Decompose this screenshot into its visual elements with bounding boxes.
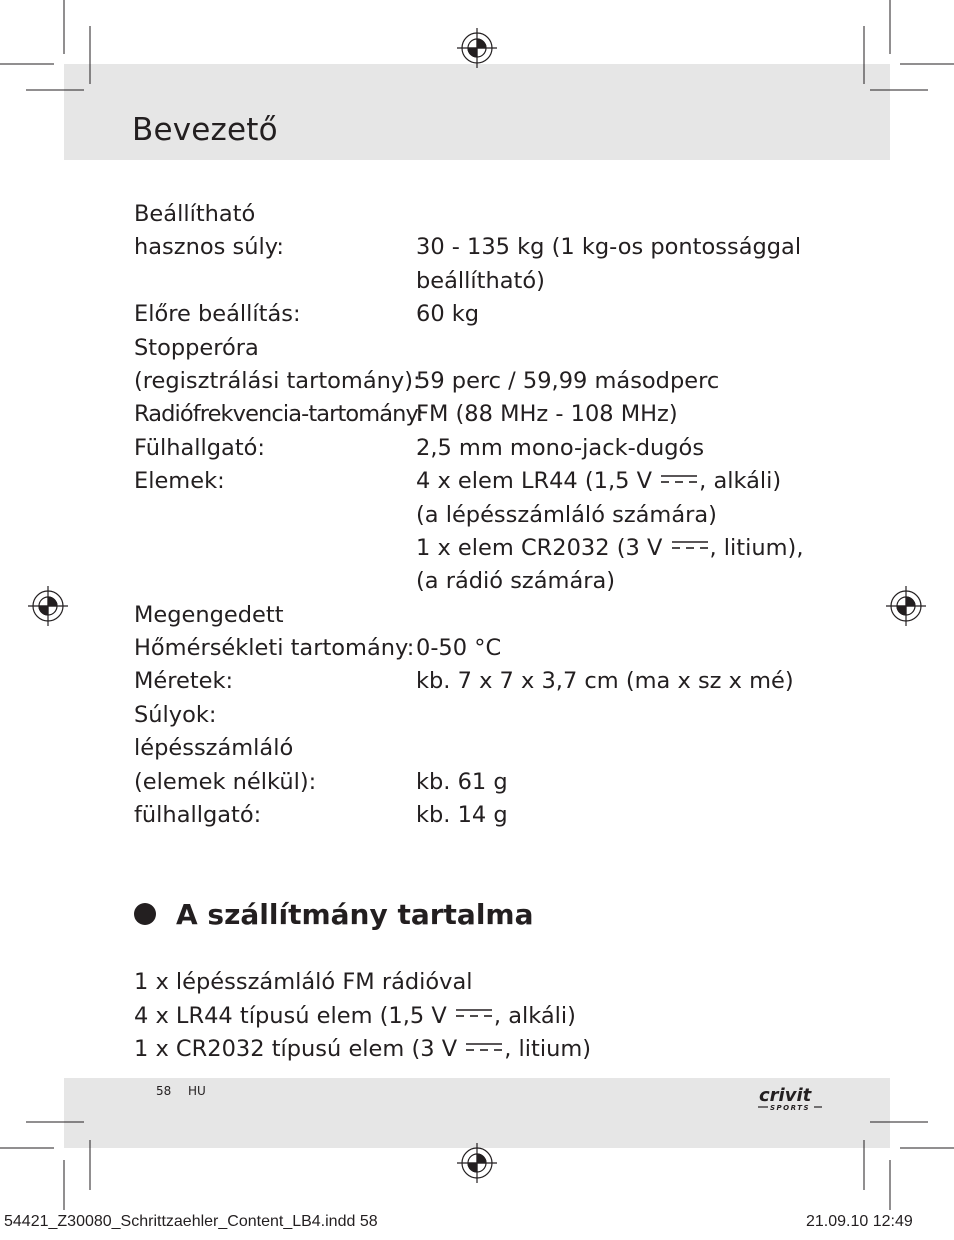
list-item-text: 1 x lépésszámláló FM rádióval	[134, 969, 473, 995]
dc-symbol-icon	[465, 1040, 503, 1054]
list-item-post: , alkáli)	[493, 1002, 576, 1029]
language-code: HU	[188, 1084, 206, 1098]
spec-value	[416, 532, 804, 565]
spec-value: FM (88 MHz - 108 MHz)	[416, 401, 678, 428]
spec-value: 60 kg	[416, 301, 480, 328]
spec-value: 2,5 mm mono-jack-dugós	[416, 434, 705, 461]
spec-label: Megengedett	[134, 601, 284, 628]
spec-label: hasznos súly:	[134, 234, 284, 261]
registration-mark-icon	[886, 586, 926, 626]
spec-label: Fülhallgató:	[134, 434, 266, 461]
spec-label: Súlyok:	[134, 701, 217, 728]
spec-value: (a rádió számára)	[416, 568, 616, 595]
spec-label: Elemek:	[134, 468, 225, 495]
section-title: A szállítmány tartalma	[176, 897, 534, 931]
spec-value: 30 - 135 kg (1 kg-os pontossággal	[416, 234, 802, 261]
spec-value: (a lépésszámláló számára)	[416, 501, 717, 528]
spec-value: 0-50 °C	[416, 635, 502, 662]
spec-label: (regisztrálási tartomány):	[134, 367, 421, 394]
spec-label: Előre beállítás:	[134, 301, 301, 328]
dc-symbol-icon	[671, 538, 709, 552]
contents-list	[134, 966, 591, 1067]
registration-mark-icon	[457, 1143, 497, 1183]
registration-mark-icon	[457, 28, 497, 68]
spec-value: kb. 61 g	[416, 768, 508, 795]
spec-value: beállítható)	[416, 267, 545, 294]
list-item-pre: 4 x LR44 típusú elem (1,5 V	[134, 1002, 454, 1029]
bullet-icon	[134, 903, 156, 925]
spec-value-post: , litium),	[709, 534, 804, 561]
dc-symbol-icon	[455, 1006, 493, 1020]
spec-value: kb. 14 g	[416, 802, 508, 829]
spec-value	[416, 465, 781, 498]
list-item-pre: 1 x CR2032 típusú elem (3 V	[134, 1036, 465, 1062]
logo-text: crivit	[759, 1085, 812, 1106]
spec-value: 59 perc / 59,99 másodperc	[416, 367, 720, 394]
spec-value-post: , alkáli)	[699, 468, 782, 495]
spec-label: Méretek:	[134, 668, 234, 695]
crivit-sports-logo	[756, 1082, 824, 1118]
spec-label: (elemek nélkül):	[134, 768, 317, 795]
file-info: 54421_Z30080_Schrittzaehler_Content_LB4.indd 58	[4, 1213, 378, 1230]
spec-label: fülhallgató:	[134, 802, 262, 829]
spec-value-pre: 4 x elem LR44 (1,5 V	[416, 468, 660, 495]
spec-label: Stopperóra	[134, 334, 259, 361]
spec-value-pre: 1 x elem CR2032 (3 V	[416, 534, 670, 561]
list-item	[134, 1033, 591, 1067]
section-heading	[134, 892, 534, 936]
spec-label: Hőmérsékleti tartomány:	[134, 635, 415, 662]
page-title: Bevezető	[132, 112, 278, 148]
spec-label: Beállítható	[134, 201, 256, 227]
page-number: 58	[156, 1084, 172, 1098]
list-item	[134, 966, 591, 1000]
spec-value: kb. 7 x 7 x 3,7 cm (ma x sz x mé)	[416, 668, 794, 695]
logo-subtext: SPORTS	[770, 1104, 811, 1112]
spec-label: lépésszámláló	[134, 735, 294, 762]
list-item-post: , litium)	[504, 1036, 592, 1062]
list-item	[134, 1000, 591, 1034]
spec-label: Radiófrekvencia-tartomány:	[134, 401, 423, 428]
registration-mark-icon	[28, 586, 68, 626]
dc-symbol-icon	[660, 472, 698, 486]
file-date: 21.09.10 12:49	[806, 1213, 913, 1230]
